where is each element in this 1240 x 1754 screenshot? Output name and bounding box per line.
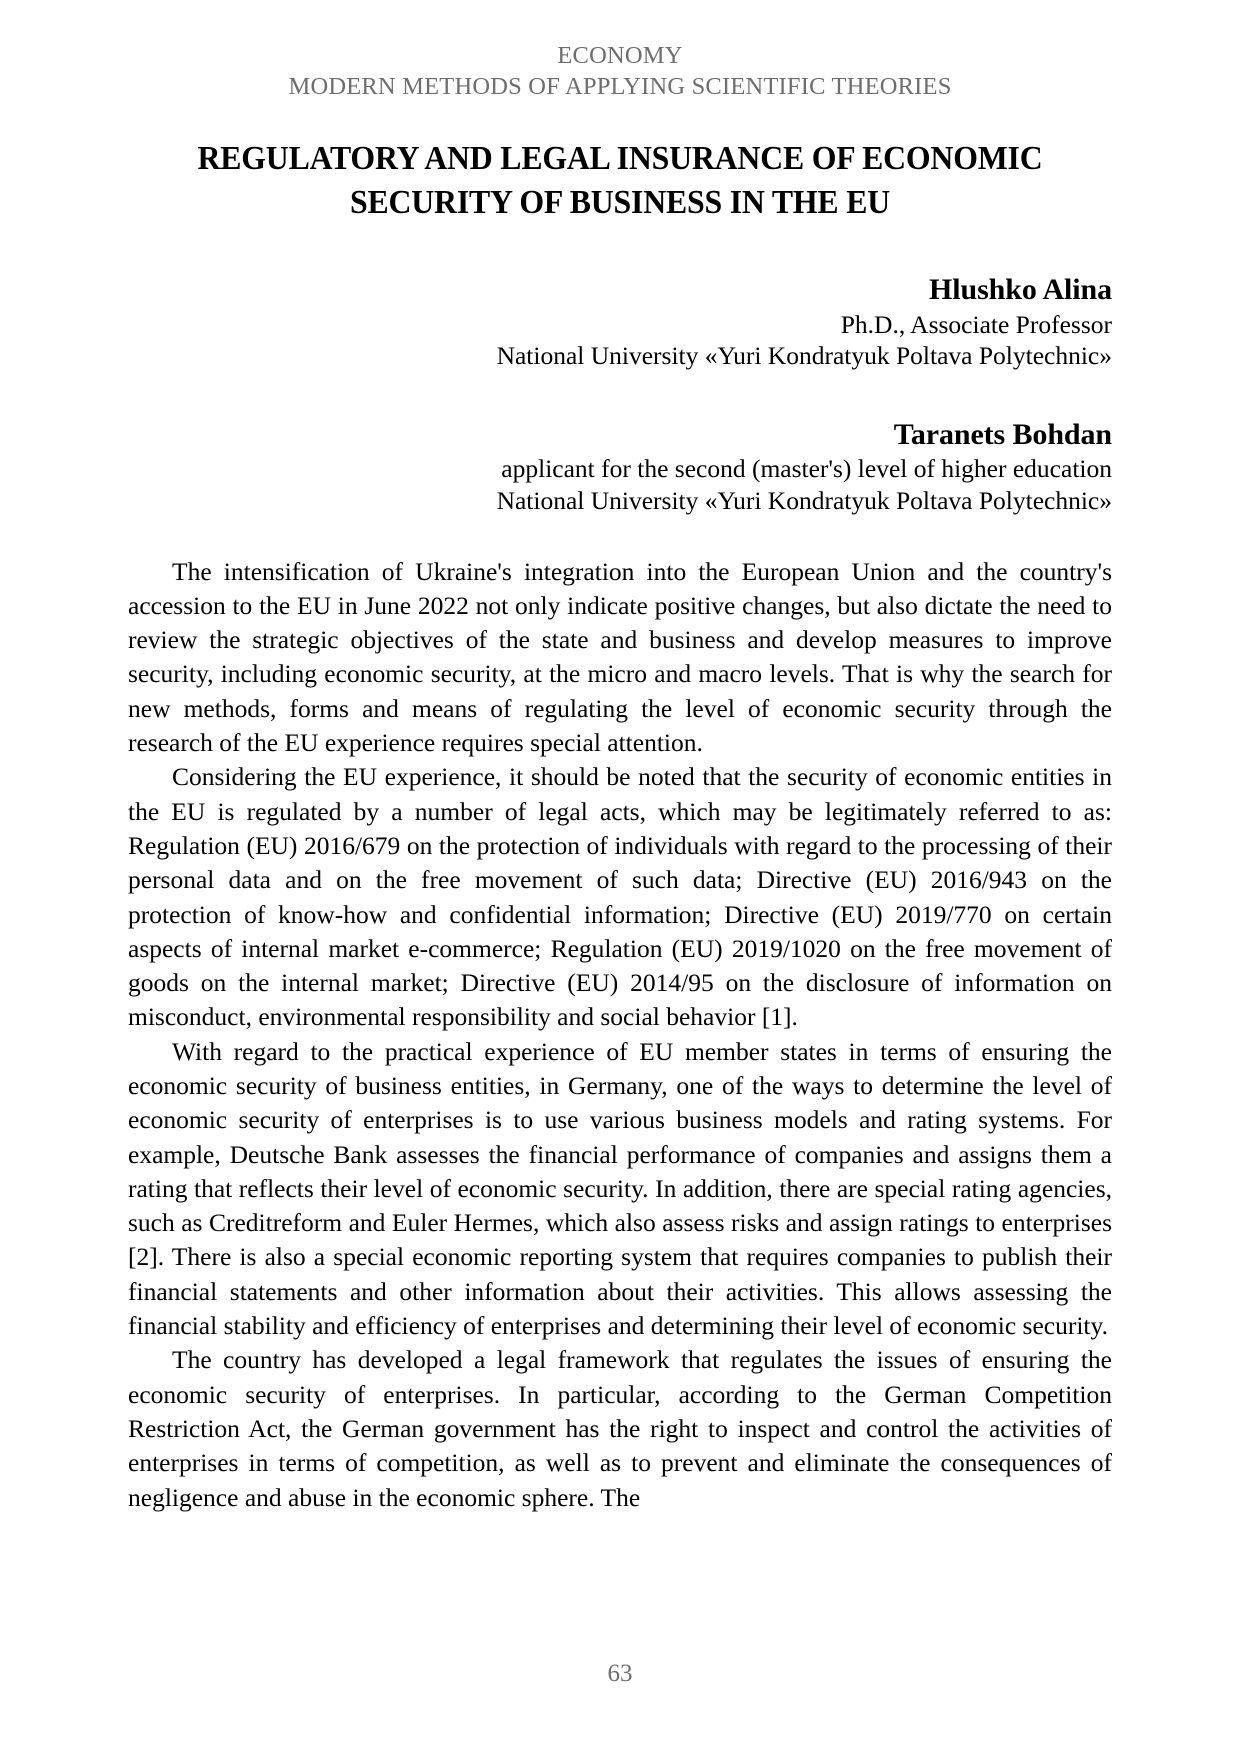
body-paragraph: The country has developed a legal framework that regulates the issues of ensuring the economic security of enterprises. In particular, according to the German Competition Restriction Act, the German government has the right to inspect and control the activities of enterprises in terms of competition, as well as to prevent and eliminate the consequences of negligence and abuse in the economic sphere. The [128,1345,1112,1512]
author-group-2 [128,416,1112,517]
author-role: Ph.D., Associate Professor [840,309,1112,339]
article-title-line-1: REGULATORY AND LEGAL INSURANCE OF ECONOMIC [197,139,1043,177]
article-title-line-2: SECURITY OF BUSINESS IN THE EU [350,183,890,221]
body-paragraph: The intensification of Ukraine's integration into the European Union and the country's accession to the EU in June 2022 not only indicate positive changes, but also dictate the need to review the strategic objectives of the state and business and develop measures to improve security, including economic security, at the micro and macro levels. That is why the search for new methods, forms and means of regulating the level of economic security through the research of the EU experience requires special attention. [128,556,1112,758]
author-name: Hlushko Alina [929,273,1112,307]
running-head-line-1: ECONOMY [557,42,683,69]
body-text [128,555,1112,1515]
author-name: Taranets Bohdan [893,417,1112,451]
body-paragraph: Considering the EU experience, it should be noted that the security of economic entities in the EU is regulated by a number of legal acts, which may be legitimately referred to as: Regulation (EU) 2016/679 on the protection of individuals with regard to the processing of their personal data and on the free movement of such data; Directive (EU) 2016/943 on the protection of know-how and confidential information; Directive (EU) 2019/770 on certain aspects of internal market e-commerce; Regulation (EU) 2019/1020 on the free movement of goods on the internal market; Directive (EU) 2014/95 on the disclosure of information on misconduct, environmental responsibility and social behavior [1]. [128,762,1112,1032]
page-number: 63 [607,1660,633,1687]
author-role: applicant for the second (master's) level of higher education [501,454,1112,484]
authors-block [128,271,1112,516]
running-head-line-2: MODERN METHODS OF APPLYING SCIENTIFIC THEORIES [288,73,952,101]
author-affiliation: National University «Yuri Kondratyuk Poltava Polytechnic» [496,485,1112,515]
article-title [160,137,1080,225]
author-affiliation: National University «Yuri Kondratyuk Poltava Polytechnic» [496,341,1112,371]
running-head [128,40,1112,103]
body-paragraph: With regard to the practical experience of EU member states in terms of ensuring the economic security of business entities, in Germany, one of the ways to determine the level of economic security of enterprises is to use various business models and rating systems. For example, Deutsche Bank assesses the financial performance of companies and assigns them a rating that reflects their level of economic security. In addition, there are special rating agencies, such as Creditreform and Euler Hermes, which also assess risks and assign ratings to enterprises [2]. There is also a special economic reporting system that requires companies to publish their financial statements and other information about their activities. This allows assessing the financial stability and efficiency of enterprises and determining their level of economic security. [128,1036,1112,1341]
author-group-1 [128,271,1112,372]
